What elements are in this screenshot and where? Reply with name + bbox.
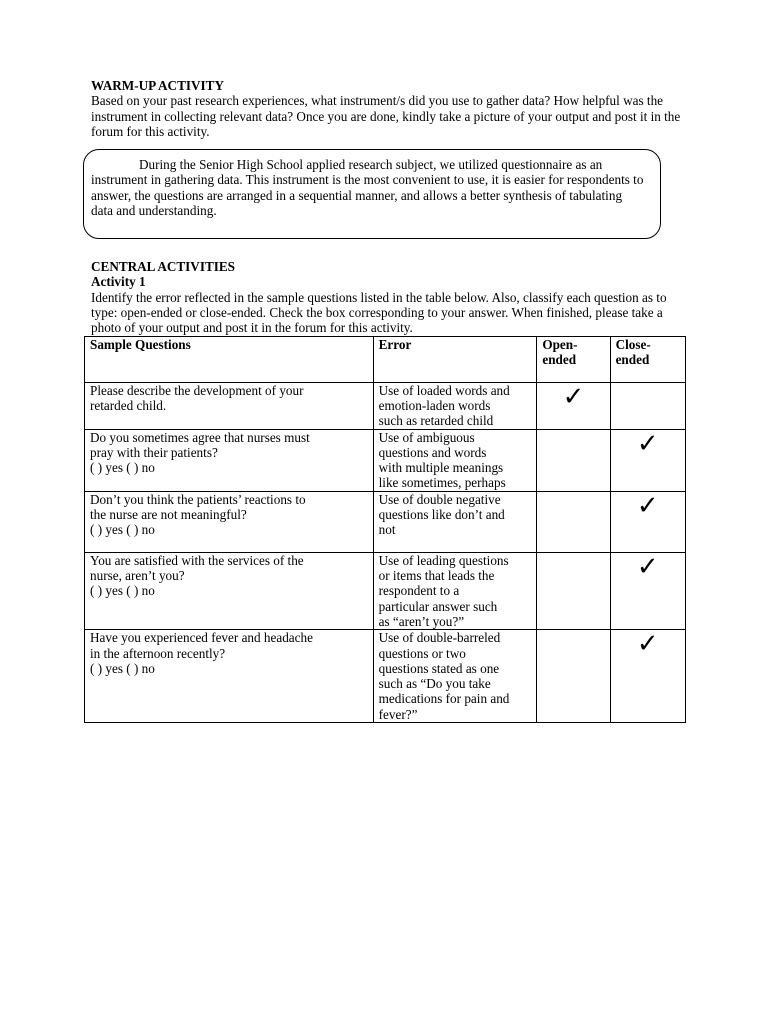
table-body: [85, 382, 686, 722]
error-line: as “aren’t you?”: [378, 613, 465, 629]
error-line: such as “Do you take: [378, 676, 491, 692]
sample-question-line: Don’t you think the patients’ reactions to: [90, 491, 306, 507]
error-cell: [373, 491, 537, 552]
sample-question-line: pray with their patients?: [90, 444, 218, 460]
warmup-instructions: Based on your past research experiences, what instrument/s did you use to gather data? How helpful was the instrument in collecting relevant data? Once you are done, kindly take a picture of your output and post it in the forum for this activity.: [91, 93, 681, 139]
sample-question-line: Please describe the development of your: [90, 382, 304, 398]
open-ended-checkbox-cell[interactable]: [537, 552, 610, 629]
header-close-line2: ended: [615, 351, 650, 367]
open-ended-checkbox-cell[interactable]: [537, 429, 610, 491]
sample-question-cell: [85, 552, 374, 629]
sample-question-line: nurse, aren’t you?: [90, 568, 185, 584]
sample-question-cell: [85, 429, 374, 491]
error-line: particular answer such: [378, 598, 498, 614]
sample-question-line: You are satisfied with the services of the: [90, 552, 304, 568]
error-line: Use of double-barreled: [378, 630, 501, 646]
sample-question-line: retarded child.: [90, 397, 167, 413]
activity-instructions: Identify the error reflected in the sample questions listed in the table below. Also, classify each question as to type: open-ended or close-ended. Check the box corresponding to your answer. When finished, please take a photo of your output and post it in the forum for this activity.: [91, 289, 667, 336]
sample-question-cell: [85, 382, 374, 429]
central-heading: CENTRAL ACTIVITIES: [91, 259, 236, 275]
sample-question-line: ( ) yes ( ) no: [90, 583, 155, 599]
error-line: questions and words: [378, 444, 487, 460]
header-close-line1: Close-: [615, 336, 651, 352]
close-ended-checkbox-cell[interactable]: [610, 382, 685, 429]
sample-question-cell: [85, 491, 374, 552]
checkmark-icon: ✓: [636, 428, 659, 459]
close-ended-checkbox-cell[interactable]: [610, 552, 685, 629]
checkmark-icon: ✓: [636, 551, 659, 582]
error-line: or items that leads the: [378, 568, 495, 584]
error-line: emotion-laden words: [378, 397, 491, 413]
sample-question-line: Have you experienced fever and headache: [90, 630, 313, 646]
open-ended-checkbox-cell[interactable]: [537, 491, 610, 552]
table-row: [85, 552, 686, 629]
error-line: Use of ambiguous: [378, 429, 475, 445]
close-ended-checkbox-cell[interactable]: [610, 429, 685, 491]
table-row: [85, 382, 686, 429]
sample-question-line: ( ) yes ( ) no: [90, 660, 155, 676]
error-line: respondent to a: [378, 583, 460, 599]
checkmark-icon: ✓: [636, 490, 659, 521]
header-close-ended: [610, 336, 685, 382]
sample-question-line: Do you sometimes agree that nurses must: [90, 429, 310, 445]
header-open-ended: [537, 336, 610, 382]
sample-question-line: the nurse are not meaningful?: [90, 507, 247, 523]
error-line: questions like don’t and: [378, 507, 505, 523]
sample-question-line: in the afternoon recently?: [90, 645, 226, 661]
error-line: such as retarded child: [378, 413, 494, 429]
table-row: [85, 429, 686, 491]
table-row: [85, 491, 686, 552]
activity-table: [84, 336, 686, 723]
close-ended-checkbox-cell[interactable]: [610, 491, 685, 552]
warmup-answer-text: During the Senior High School applied research subject, we utilized questionnaire as an instrument in gathering data. This instrument is the most convenient to use, it is easier for respondents to answer, the questions are arranged in a sequential manner, and allows a better synthesis of tabulating data and understanding.: [91, 157, 644, 219]
error-line: Use of loaded words and: [378, 382, 510, 398]
activity-title: Activity 1: [91, 274, 146, 290]
sample-question-cell: [85, 630, 374, 723]
error-line: like sometimes, perhaps: [378, 475, 506, 491]
central-activities-section: [91, 259, 687, 335]
header-error: Error: [373, 336, 537, 382]
error-line: Use of leading questions: [378, 552, 509, 568]
checkmark-icon: ✓: [636, 629, 659, 660]
header-sample-questions: Sample Questions: [85, 336, 374, 382]
header-open-line1: Open-: [542, 336, 578, 352]
error-line: medications for pain and: [378, 691, 510, 707]
warmup-heading: WARM-UP ACTIVITY: [91, 78, 224, 93]
sample-question-line: ( ) yes ( ) no: [90, 460, 155, 476]
table-header-row: [85, 336, 686, 382]
error-line: fever?”: [378, 706, 418, 722]
error-cell: [373, 630, 537, 723]
error-line: questions or two: [378, 645, 466, 661]
error-line: not: [378, 522, 396, 538]
checkmark-icon: ✓: [562, 381, 585, 412]
error-line: questions stated as one: [378, 660, 500, 676]
table-row: [85, 630, 686, 723]
error-line: with multiple meanings: [378, 460, 504, 476]
error-cell: [373, 382, 537, 429]
sample-question-line: ( ) yes ( ) no: [90, 522, 155, 538]
error-cell: [373, 429, 537, 491]
error-line: Use of double negative: [378, 491, 501, 507]
error-cell: [373, 552, 537, 629]
open-ended-checkbox-cell[interactable]: [537, 630, 610, 723]
header-open-line2: ended: [542, 351, 577, 367]
warmup-answer-box: [83, 149, 661, 239]
open-ended-checkbox-cell[interactable]: [537, 382, 610, 429]
close-ended-checkbox-cell[interactable]: [610, 630, 685, 723]
worksheet-page: [91, 78, 687, 723]
